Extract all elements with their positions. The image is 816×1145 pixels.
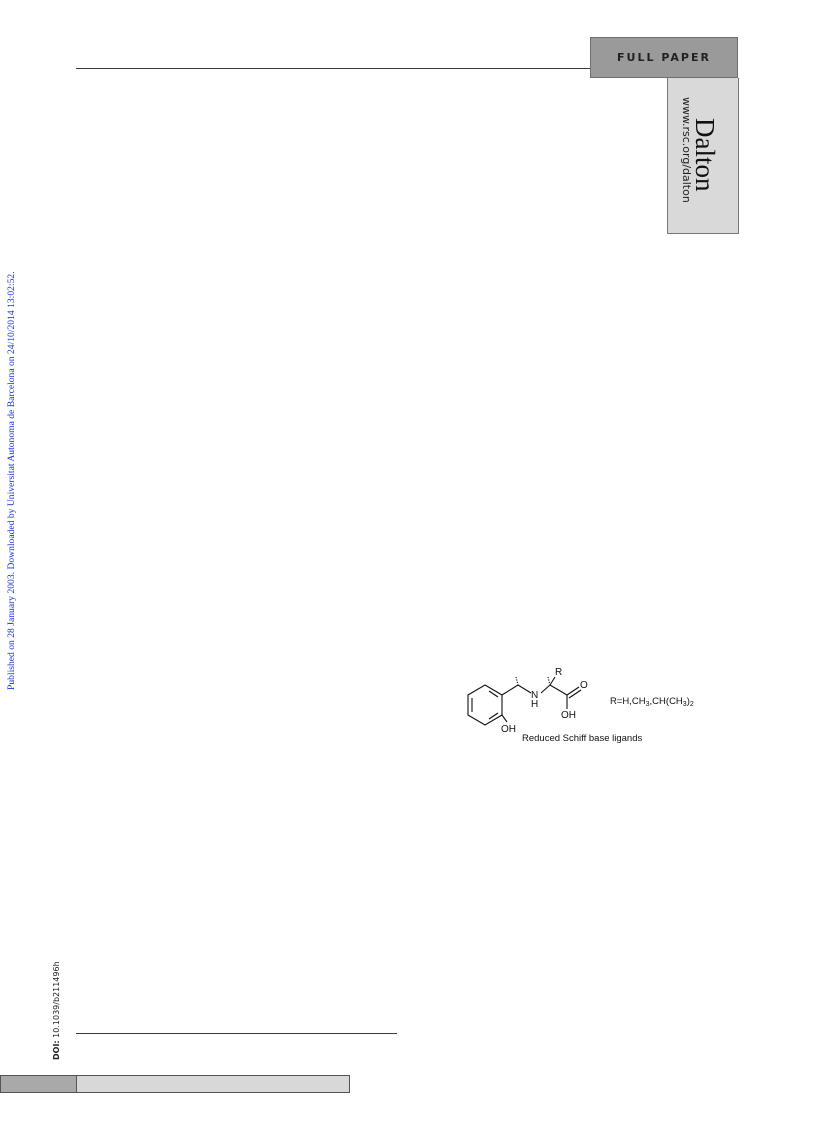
- substituents-label: $R=H,CH_3,CH(CH_3)_2$: [610, 696, 694, 708]
- bond-n-calpha: [541, 685, 550, 693]
- phenol-oh-label: OH: [501, 724, 516, 735]
- header-rule: [76, 68, 592, 69]
- journal-name: Dalton: [690, 118, 720, 192]
- benzene-ring: [468, 685, 502, 725]
- atom-o-label: O: [580, 680, 588, 691]
- bond-c-o-double-a: [567, 687, 579, 695]
- doi-line: [52, 961, 61, 1060]
- bond-ch2-n: [518, 685, 531, 693]
- atom-r-label: R: [555, 667, 563, 678]
- doi-label: DOI:: [52, 1040, 61, 1060]
- stereo-hash-2: [548, 677, 550, 685]
- bond-calpha-r: [550, 677, 555, 685]
- footer-bar: [0, 1075, 350, 1093]
- bond-ring-ch2: [502, 685, 518, 695]
- stereo-hash-1: [516, 677, 518, 685]
- section-label: FULL PAPER: [617, 51, 711, 64]
- atom-n-label: N: [531, 690, 539, 701]
- bond-c-o-double-b: [569, 690, 581, 698]
- atom-h-label: H: [531, 699, 539, 710]
- acid-oh-label: OH: [561, 710, 576, 721]
- doi-value[interactable]: 10.1039/b211496h: [52, 961, 61, 1038]
- journal-url[interactable]: www.rsc.org/dalton: [680, 97, 693, 203]
- publication-note: Published on 28 January 2003. Downloaded by Universitat Autonoma de Barcelona on 24/10/2014 13:02:52.: [6, 271, 17, 690]
- footnote-rule: [76, 1033, 397, 1034]
- bond-calpha-c: [550, 685, 567, 695]
- section-tab: [590, 37, 738, 78]
- footer-bar-accent: [1, 1076, 77, 1092]
- figure-caption: Reduced Schiff base ligands: [522, 733, 643, 744]
- bond-ring-oh: [502, 715, 507, 722]
